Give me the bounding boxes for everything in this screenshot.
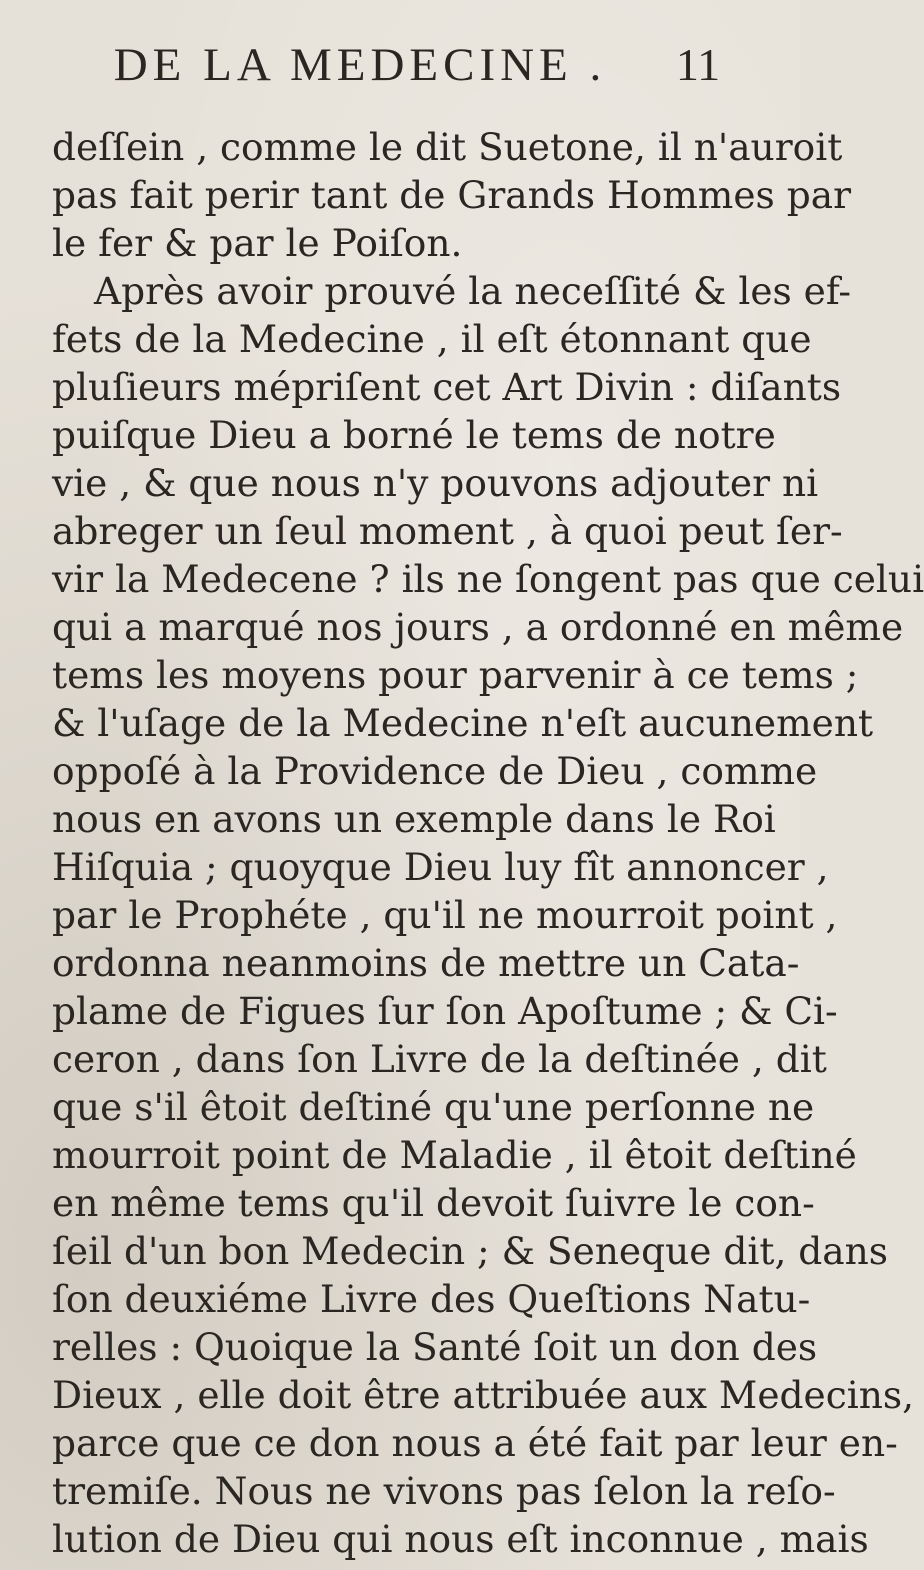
- text-line: qui a marqué nos jours , a ordonné en même: [52, 605, 904, 649]
- text-line: plame de Figues ſur ſon Apoſtume ; & Ci-: [52, 989, 838, 1033]
- running-title: DE LA MEDECINE .: [113, 39, 607, 91]
- text-line: ordonna neanmoins de mettre un Cata-: [52, 941, 800, 985]
- text-line: vir la Medecene ? ils ne ſongent pas que celui: [52, 557, 924, 601]
- text-line: ſeil d'un bon Medecin ; & Seneque dit, dans: [52, 1229, 889, 1273]
- text-line: tremiſe. Nous ne vivons pas ſelon la reſo-: [52, 1469, 836, 1513]
- text-line: vie , & que nous n'y pouvons adjouter ni: [52, 461, 819, 505]
- text-line: en même tems qu'il devoit ſuivre le con-: [52, 1181, 815, 1225]
- text-line: puiſque Dieu a borné le tems de notre: [52, 413, 776, 457]
- text-line: Dieux , elle doit être attribuée aux Medecins,: [52, 1373, 915, 1417]
- text-line: ſon deuxiéme Livre des Queſtions Natu-: [52, 1277, 811, 1321]
- text-line: par le Prophéte , qu'il ne mourroit point ,: [52, 893, 838, 937]
- text-line: ceron , dans ſon Livre de la deſtinée , dit: [52, 1037, 827, 1081]
- text-line: relles : Quoique la Santé ſoit un don des: [52, 1325, 818, 1369]
- text-line: parce que ce don nous a été fait par leur en-: [52, 1421, 898, 1465]
- page-number: 11: [675, 39, 721, 90]
- text-line: pluſieurs mépriſent cet Art Divin : diſants: [52, 365, 842, 409]
- text-line: tems les moyens pour parvenir à ce tems ;: [52, 653, 859, 697]
- text-line: Après avoir prouvé la neceſſité & les ef-: [94, 269, 852, 313]
- text-line: que s'il êtoit deſtiné qu'une perſonne ne: [52, 1085, 815, 1129]
- text-line: le fer & par le Poiſon.: [52, 221, 463, 265]
- text-line: lution de Dieu qui nous eſt inconnue , mais: [52, 1517, 869, 1561]
- text-line: oppoſé à la Providence de Dieu , comme: [52, 749, 818, 793]
- text-line: deſſein , comme le dit Suetone, il n'auroit: [52, 125, 843, 169]
- text-line: mourroit point de Maladie , il êtoit deſtiné: [52, 1133, 857, 1177]
- text-line: abreger un ſeul moment , à quoi peut ſer-: [52, 509, 843, 553]
- text-line: nous en avons un exemple dans le Roi: [52, 797, 776, 841]
- text-line: Hiſquia ; quoyque Dieu luy fît annoncer ,: [52, 845, 829, 889]
- text-line: pas fait perir tant de Grands Hommes par: [52, 173, 851, 217]
- text-line: & l'uſage de la Medecine n'eſt aucunement: [52, 701, 874, 745]
- text-line: fets de la Medecine , il eſt étonnant que: [52, 317, 812, 361]
